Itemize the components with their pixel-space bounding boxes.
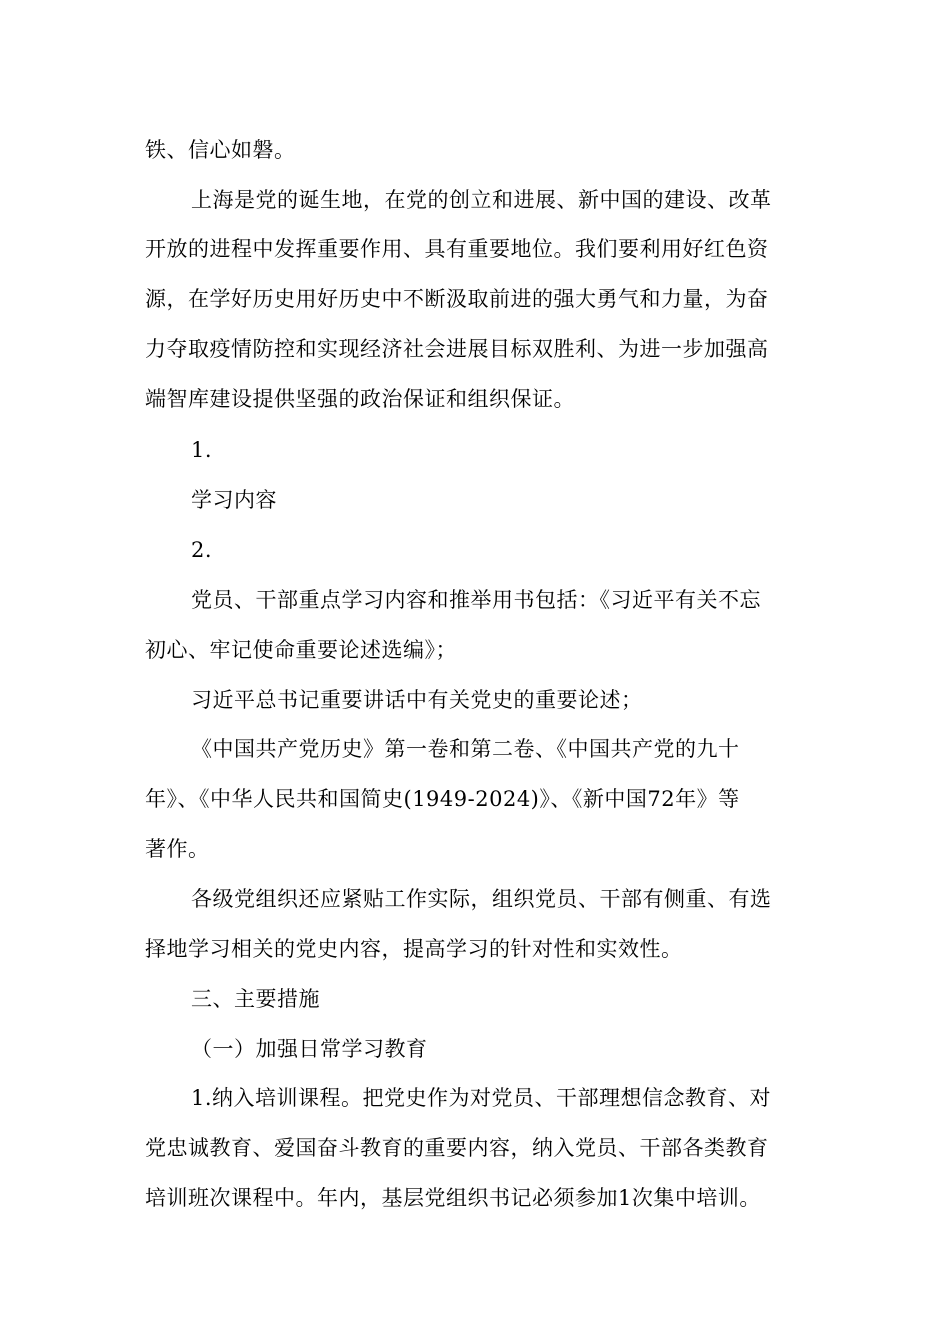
list-number: 1. bbox=[191, 438, 213, 462]
list-number: 2. bbox=[191, 538, 213, 562]
paragraph-line: 源，在学好历史用好历史中不断汲取前进的强大勇气和力量，为奋 bbox=[145, 287, 769, 311]
paragraph-line: 择地学习相关的党史内容，提高学习的针对性和实效性。 bbox=[145, 937, 683, 961]
section-heading: 学习内容 bbox=[191, 488, 277, 512]
paragraph-line: 端智库建设提供坚强的政治保证和组织保证。 bbox=[145, 387, 575, 411]
section-heading: 三、主要措施 bbox=[191, 987, 320, 1011]
paragraph-line: 力夺取疫情防控和实现经济社会进展目标双胜利、为进一步加强高 bbox=[145, 337, 769, 361]
paragraph-line: 上海是党的诞生地，在党的创立和进展、新中国的建设、改革 bbox=[191, 188, 772, 212]
paragraph-line: 1.纳入培训课程。把党史作为对党员、干部理想信念教育、对 bbox=[191, 1086, 772, 1110]
paragraph-line: 党忠诚教育、爱国奋斗教育的重要内容，纳入党员、干部各类教育 bbox=[145, 1136, 769, 1160]
paragraph-line: 各级党组织还应紧贴工作实际，组织党员、干部有侧重、有选 bbox=[191, 887, 772, 911]
paragraph-line: 《中国共产党历史》第一卷和第二卷、《中国共产党的九十 bbox=[191, 737, 740, 761]
subsection-heading: （一）加强日常学习教育 bbox=[191, 1037, 428, 1061]
paragraph-line: 培训班次课程中。年内，基层党组织书记必须参加1次集中培训。 bbox=[145, 1186, 761, 1210]
paragraph-line: 著作。 bbox=[145, 837, 210, 861]
paragraph-line: 初心、牢记使命重要论述选编》； bbox=[145, 638, 457, 662]
paragraph-line: 开放的进程中发挥重要作用、具有重要地位。我们要利用好红色资 bbox=[145, 237, 769, 261]
paragraph-line: 习近平总书记重要讲话中有关党史的重要论述； bbox=[191, 688, 643, 712]
paragraph-line: 年》、《中华人民共和国简史(1949-2024)》、《新中国72年》等 bbox=[145, 787, 740, 811]
paragraph-line: 党员、干部重点学习内容和推举用书包括：《习近平有关不忘 bbox=[191, 588, 761, 612]
paragraph-line: 铁、信心如磐。 bbox=[145, 138, 296, 162]
